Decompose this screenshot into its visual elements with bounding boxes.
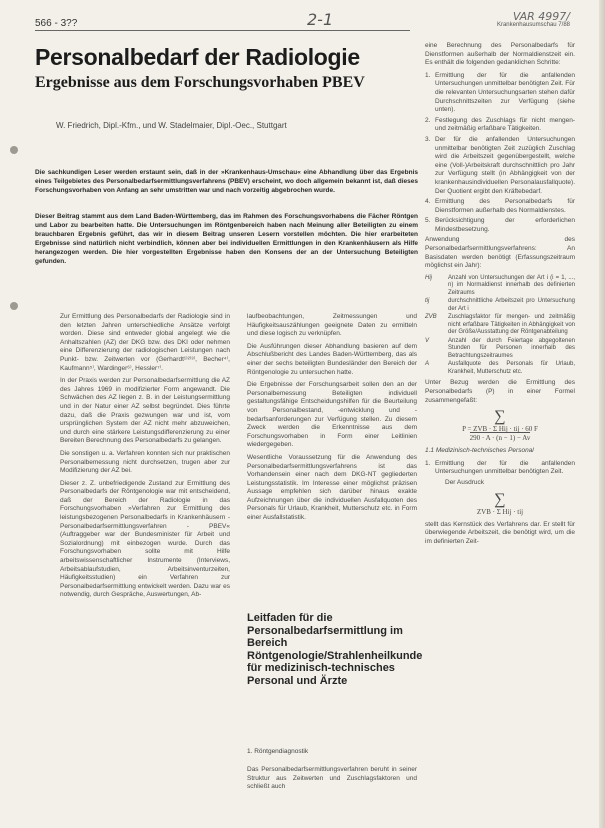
list-item: 5. Berücksichtigung der erforderlichen Mindestbesetzung. bbox=[425, 217, 575, 233]
article-subtitle: Ergebnisse aus dem Forschungsvorhaben PBEV bbox=[35, 74, 365, 91]
definition-text: Ausfallquote des Personals für Urlaub, Krankheit, Mutterschutz etc. bbox=[448, 361, 575, 375]
handwritten-archive-number: VAR 4997/ bbox=[512, 10, 570, 23]
definition-symbol: ZVB bbox=[425, 314, 437, 321]
definition-symbol: V bbox=[425, 337, 430, 344]
section-heading: Leitfaden für die Personalbedarfsermittlung im Bereich Röntgenologie/Strahlenheilkunde für medizinisch-technisches Personal und Ärzte bbox=[247, 612, 423, 687]
body-paragraph: Die sonstigen u. a. Verfahren konnten sich nur praktischen Personalbemessung nicht durchsetzen, trugen aber zur Modifizierung der AZ bei. bbox=[60, 449, 230, 475]
definition-symbol: tij bbox=[425, 298, 430, 305]
definition-symbol: Hij bbox=[425, 274, 432, 281]
journal-name: Krankenhausumschau 7/88 bbox=[496, 22, 570, 28]
body-paragraph: Wesentliche Voraussetzung für die Anwendung des Personalbedarfsermittlungsverfahrens ist das Vorhandensein einer nach dem DKG-NT gegliederten Leistungsstatistik. Im Interesse einer möglichst präzisen Aussage empfehlen sich darüber hinaus exakte Aufzeichnungen über die individuellen Ausfallquoten des Personals für Urlaub, Krankheit, Mutterschutz etc. in Form einer Ausfallstatistik. bbox=[247, 453, 417, 522]
formula-numerator: ZVB · Σ Hij · tij · 60 F bbox=[473, 425, 538, 434]
list-item: 3. Der für die anfallenden Untersuchungen unmittelbar benötigten Zeit zuzüglich Zuschlag wird die Arbeitszeit gegenübergestellt, welche eine (Voll-)Arbeitskraft durchschnittlich pro Jahr zur Verfügung stellt (in Abhängigkeit von der krankenhausindividuellen Personalausfallquote). Der Quotient ergibt den Kräftebedarf. bbox=[425, 135, 575, 195]
article-authors: W. Friedrich, Dipl.-Kfm., und W. Stadelmaier, Dipl.-Oec., Stuttgart bbox=[56, 121, 287, 130]
list-item: 4. Ermittlung des Personalbedarfs für Dienstformen außerhalb des Normaldienstes. bbox=[425, 198, 575, 214]
formula-personnel bbox=[425, 409, 575, 443]
definition-text: Anzahl von Untersuchungen der Art i (i = 1, ..., n) im Normaldienst innerhalb des definierten Zeitraums bbox=[448, 274, 575, 296]
punch-hole bbox=[10, 302, 18, 310]
sum-symbol: ∑ bbox=[494, 490, 506, 508]
article-title: Personalbedarf der Radiologie bbox=[35, 44, 360, 70]
body-paragraph: In der Praxis werden zur Personalbedarfsermittlung die AZ des Jahres 1969 in modifizierter Form angewandt. Die Schwächen des AZ liegen z. B. in der Leistungsermittlung und in der Natur einer AZ selbst begründet. Dies führte dazu, daß die Praxis gezwungen war und ist, vom ursprünglichen System der AZ nicht mehr abzuweichen, und durch eine stärkere Leistungsdifferenzierung zu einer Bereiten Berechnung des Personalbedarfs zu gelangen. bbox=[60, 377, 230, 445]
definitions-list bbox=[425, 275, 575, 377]
body-paragraph: Anwendung des Personalbedarfsermittlungsverfahrens: An Basisdaten werden benötigt (Erfassungszeitraum möglichst ein Jahr): bbox=[425, 236, 575, 270]
header-rule bbox=[35, 30, 410, 31]
list-item: 1. Ermittlung der für die anfallenden Untersuchungen unmittelbar benötigten Zeit. Für die relevanten Untersuchungsarten stehen dafür Durchschnittszeiten zur Verfügung (siehe unten). bbox=[425, 71, 575, 114]
formula-core: ∑ ZVB · Σ Hij · tij bbox=[425, 492, 575, 517]
body-paragraph: Die Ausführungen dieser Abhandlung basieren auf dem Abschlußbericht des Landes Baden-Württemberg, das als einer der sechs beteiligten Bundesländer den Bereich der Röntgenologie zu untersuchen hatte. bbox=[247, 342, 417, 376]
body-paragraph: Unter Bezug werden die Ermittlung des Personalbedarfs (P) in einer Formel zusammengefaßt: bbox=[425, 379, 575, 404]
formula-denominator: 290 · A · (n − 1) − Av bbox=[469, 434, 531, 443]
text-column-2-end bbox=[247, 766, 417, 796]
punch-hole bbox=[10, 146, 18, 154]
body-paragraph: Der Ausdruck bbox=[445, 478, 485, 486]
lead-paragraph: Die sachkundigen Leser werden erstaunt sein, daß in der »Krankenhaus-Umschau« eine Abhandlung über das Ergebnis eines Teilgebietes des Personalbedarfsermittlungsverfahrens (PBEV) erscheint, wo doch allgemein bekannt ist, daß dieses Forschungsvorhaben von Anfang an sehr umstritten war und nach vorzeitig abgebrochen wurde. bbox=[35, 169, 418, 194]
body-paragraph: Dieser z. Z. unbefriedigende Zustand zur Ermittlung des Personalbedarfs der Röntgenologie war mit entscheidend, daß der Bereich der Radiologie in das Forschungsvorhaben »Verfahren zur Ermittlung des leistungsbezogenen Personalbedarfs in Krankenhäusern - Personalbedarfsermittlungsverfahren - PBEV« (Auftraggeber war der Bundesminister für Arbeit und Sozialordnung) mit einbezogen wurde. Durch das Forschungsvorhaben sollte mit Hilfe arbeitswissenschaftlicher Instrumente (Interviews, Arbeitsablaufstudien, Arbeitsinventurzeiten, Häufigkeitsstudien) ein Verfahren zur Personalbedarfsermittlung entwickelt werden. Dazu war es notwendig, durch Gespräche, Auswertungen, Ab- bbox=[60, 479, 230, 599]
page-edge-shadow bbox=[599, 0, 605, 828]
body-paragraph: stellt das Kernstück des Verfahrens dar. Er stellt für überwiegende Arbeitszeit, die benötigt wird, um die im definierten Zeit- bbox=[425, 520, 575, 545]
list-item: 2. Festlegung des Zuschlags für nicht mengen- und zeitmäßig erfaßbare Tätigkeiten. bbox=[425, 116, 575, 133]
body-paragraph: Zur Ermittlung des Personalbedarfs der Radiologie sind in den letzten Jahren unterschiedliche Ansätze verfolgt worden. Diese sind entweder global angelegt wie die Anhaltszahlen (AZ) der DKG bzw. des DKI oder nehmen eine Differenzierung der radiologischen Leistungen nach Punkt- bzw. Zeitwerten vor (Gerhardt¹⁾²⁾³⁾, Becher⁴⁾, Kaufmann⁵⁾, Wardinger⁶⁾, Hessler⁷⁾. bbox=[60, 313, 230, 372]
text-column-1 bbox=[60, 313, 230, 604]
handwritten-note: 2-1 bbox=[307, 10, 334, 29]
definition-symbol: A bbox=[425, 361, 430, 368]
subsection-heading: 1. Röntgendiagnostik bbox=[247, 748, 309, 755]
formula-lhs: P = bbox=[462, 425, 472, 434]
text-column-3 bbox=[425, 42, 575, 550]
body-paragraph: eine Berechnung des Personalbedarfs für Dienstformen außerhalb der Normaldienstzeit ein. Es enthält die folgenden gedanklichen Schritte: bbox=[425, 42, 575, 67]
list-item: 1. Ermittlung der für die anfallenden Untersuchungen unmittelbar benötigten Zeit. bbox=[425, 459, 575, 476]
steps-list bbox=[425, 460, 575, 477]
definition-text: Zuschlagsfaktor für mengen- und zeitmäßig nicht erfaßbare Tätigkeiten in Abhängigkeit von der Größe/Ausstattung der Röntgenabteilung bbox=[448, 314, 575, 336]
text-column-2 bbox=[247, 313, 417, 527]
body-paragraph: Die Ergebnisse der Forschungsarbeit sollen den an der Personalbemessung Beteiligten individuell gestaltungsfähige Entscheidungshilfen für die Beurteilung von Personalbestand, -entwicklung und -bedarfsanforderungen zur Verfügung stellen. Zu diesem Zweck werden die Erkenntnisse aus dem Forschungsvorhaben in Form einer Leitlinien wiedergegeben. bbox=[247, 381, 417, 449]
body-paragraph: Das Personalbedarfsermittlungsverfahren beruht in seiner Struktur aus Zeitwerten und Zuschlagsfaktoren und schließt auch bbox=[247, 766, 417, 791]
subsection-heading: 1.1 Medizinisch-technisches Personal bbox=[425, 447, 534, 455]
definition-text: Anzahl der durch Feiertage abgegoltenen Stunden für Personen innerhalb des Betrachtungszeitraumes bbox=[448, 337, 575, 359]
sum-symbol: ∑ bbox=[494, 408, 506, 426]
body-paragraph: laufbeobachtungen, Zeitmessungen und Häufigkeitsauszählungen geeignete Daten zu ermitteln und diese logisch zu verknüpfen. bbox=[247, 313, 417, 338]
steps-list bbox=[425, 72, 575, 235]
definition-text: durchschnittliche Arbeitszeit pro Untersuchung der Art i bbox=[448, 298, 575, 312]
lead-paragraph: Dieser Beitrag stammt aus dem Land Baden-Württemberg, das im Rahmen des Forschungsvorhabens die Fächer Röntgen und Labor zu bearbeiten hatte. Die Untersuchungen im Röntgenbereich haben nach Meinung aller Beteiligten zu einem brauchbaren Ergebnis geführt, das wir in diesem Beitrag unseren Lesern vorstellen möchten. Die hier erarbeiteten Ergebnisse sind natürlich nicht verbindlich, können aber bei individuellen Ermittlungen in den Krankenhäusern als Hilfe herangezogen werden. Die hier vorgestellten Ergebnisse haben den Konsens der an der Untersuchung Beteiligten gefunden. bbox=[35, 213, 418, 265]
page-reference: 566 - 3?? bbox=[35, 18, 78, 29]
